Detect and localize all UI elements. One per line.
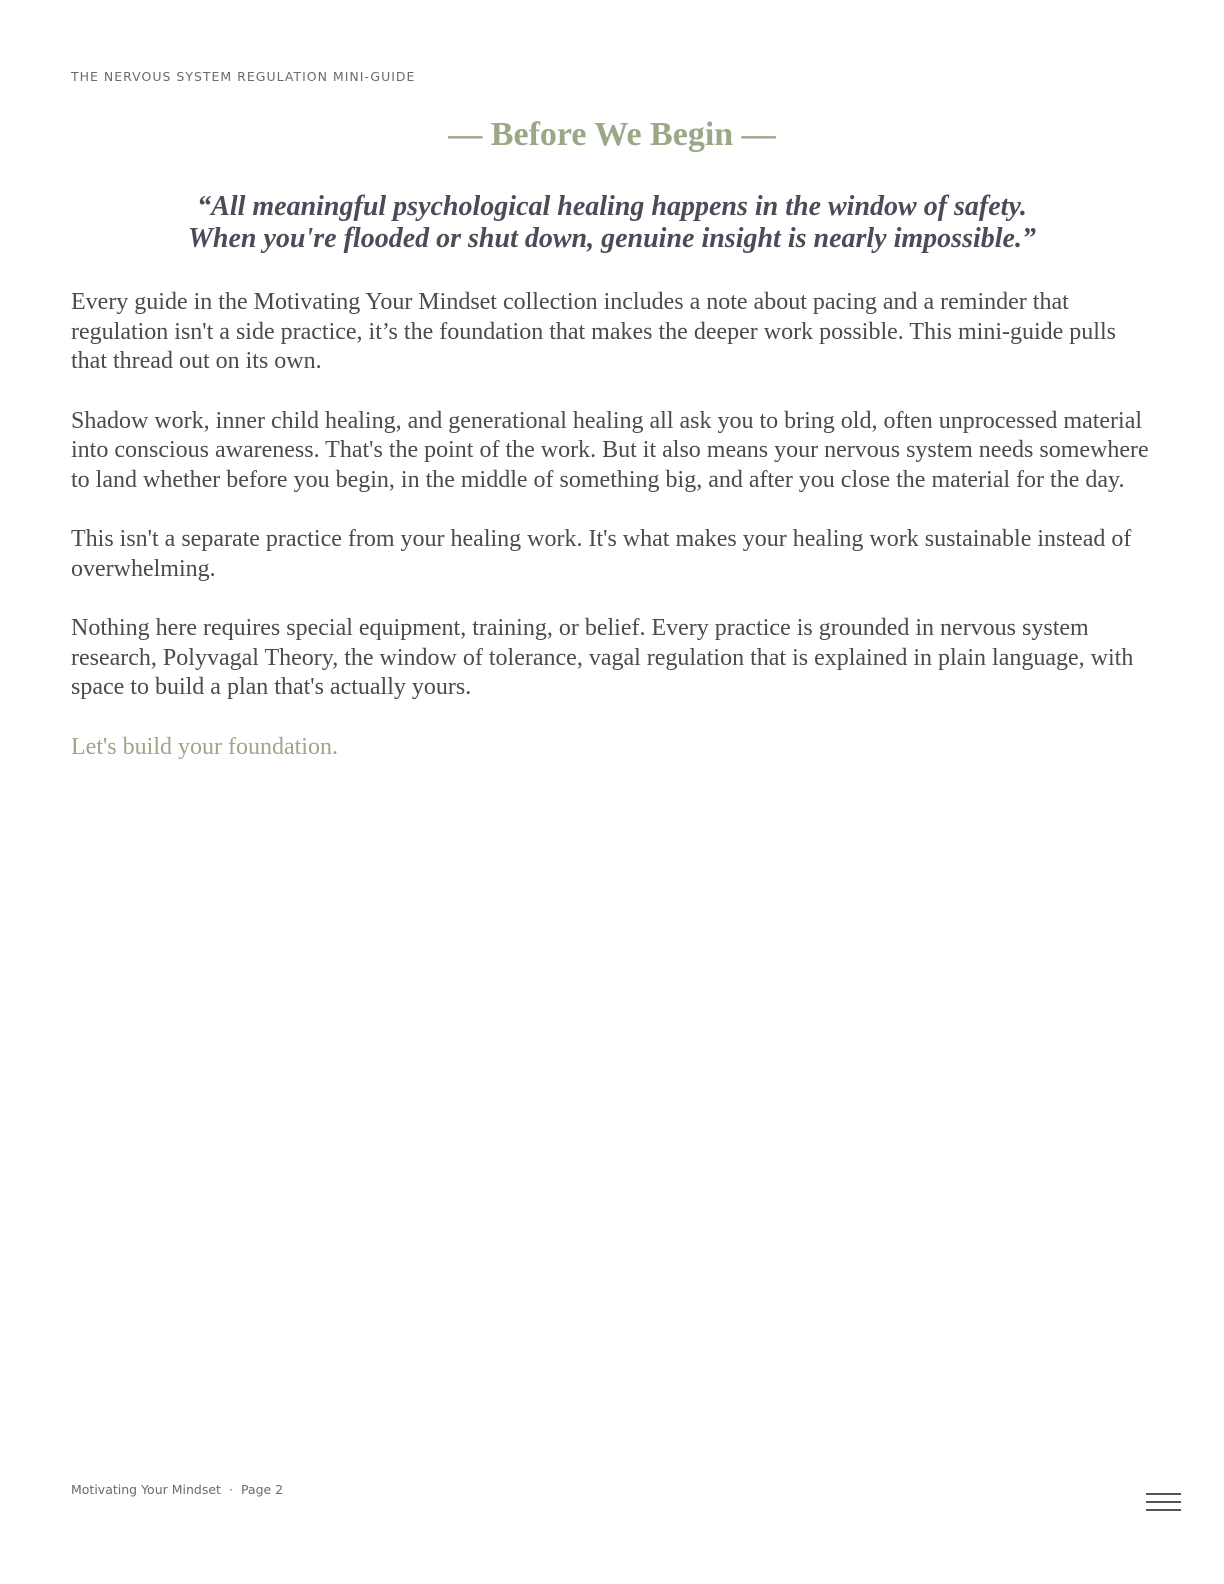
page-number: Page 2: [240, 1482, 284, 1497]
footer-separator: ·: [228, 1482, 233, 1497]
page-footer: [71, 1482, 283, 1497]
footer-brand: Motivating Your Mindset: [71, 1482, 221, 1497]
running-header: THE NERVOUS SYSTEM REGULATION MINI-GUIDE: [71, 69, 416, 84]
body-text: [71, 288, 1151, 792]
menu-bar-bottom: [1146, 1509, 1181, 1511]
paragraph-4: Nothing here requires special equipment, training, or belief. Every practice is grounded in nervous system research, Polyvagal Theory, the window of tolerance, vagal regulation that is explained in plain language, with space to build a plan that's actually yours.: [71, 615, 1134, 700]
epigraph-line-1: “All meaningful psychological healing happens in the window of safety.: [197, 191, 1027, 222]
hamburger-menu-icon[interactable]: [1146, 1491, 1182, 1513]
menu-bar-middle: [1146, 1501, 1181, 1503]
section-title: — Before We Begin —: [448, 116, 776, 153]
menu-bar-top: [1146, 1493, 1181, 1495]
epigraph-quote: [60, 191, 1164, 255]
paragraph-2: Shadow work, inner child healing, and generational healing all ask you to bring old, often unprocessed material into conscious awareness. That's the point of the work. But it also means your nervous system needs somewhere to land whether before you begin, in the middle of something big, and after you close the material for the day.: [71, 407, 1149, 493]
closing-line: Let's build your foundation.: [71, 733, 338, 760]
paragraph-1: Every guide in the Motivating Your Mindset collection includes a note about pacing and a reminder that regulation isn't a side practice, it’s the foundation that makes the deeper work possible. This mini-guide pulls that thread out on its own.: [71, 289, 1116, 374]
paragraph-3: This isn't a separate practice from your healing work. It's what makes your healing work sustainable instead of overwhelming.: [71, 526, 1132, 582]
epigraph-line-2: When you're flooded or shut down, genuine insight is nearly impossible.”: [188, 223, 1036, 254]
